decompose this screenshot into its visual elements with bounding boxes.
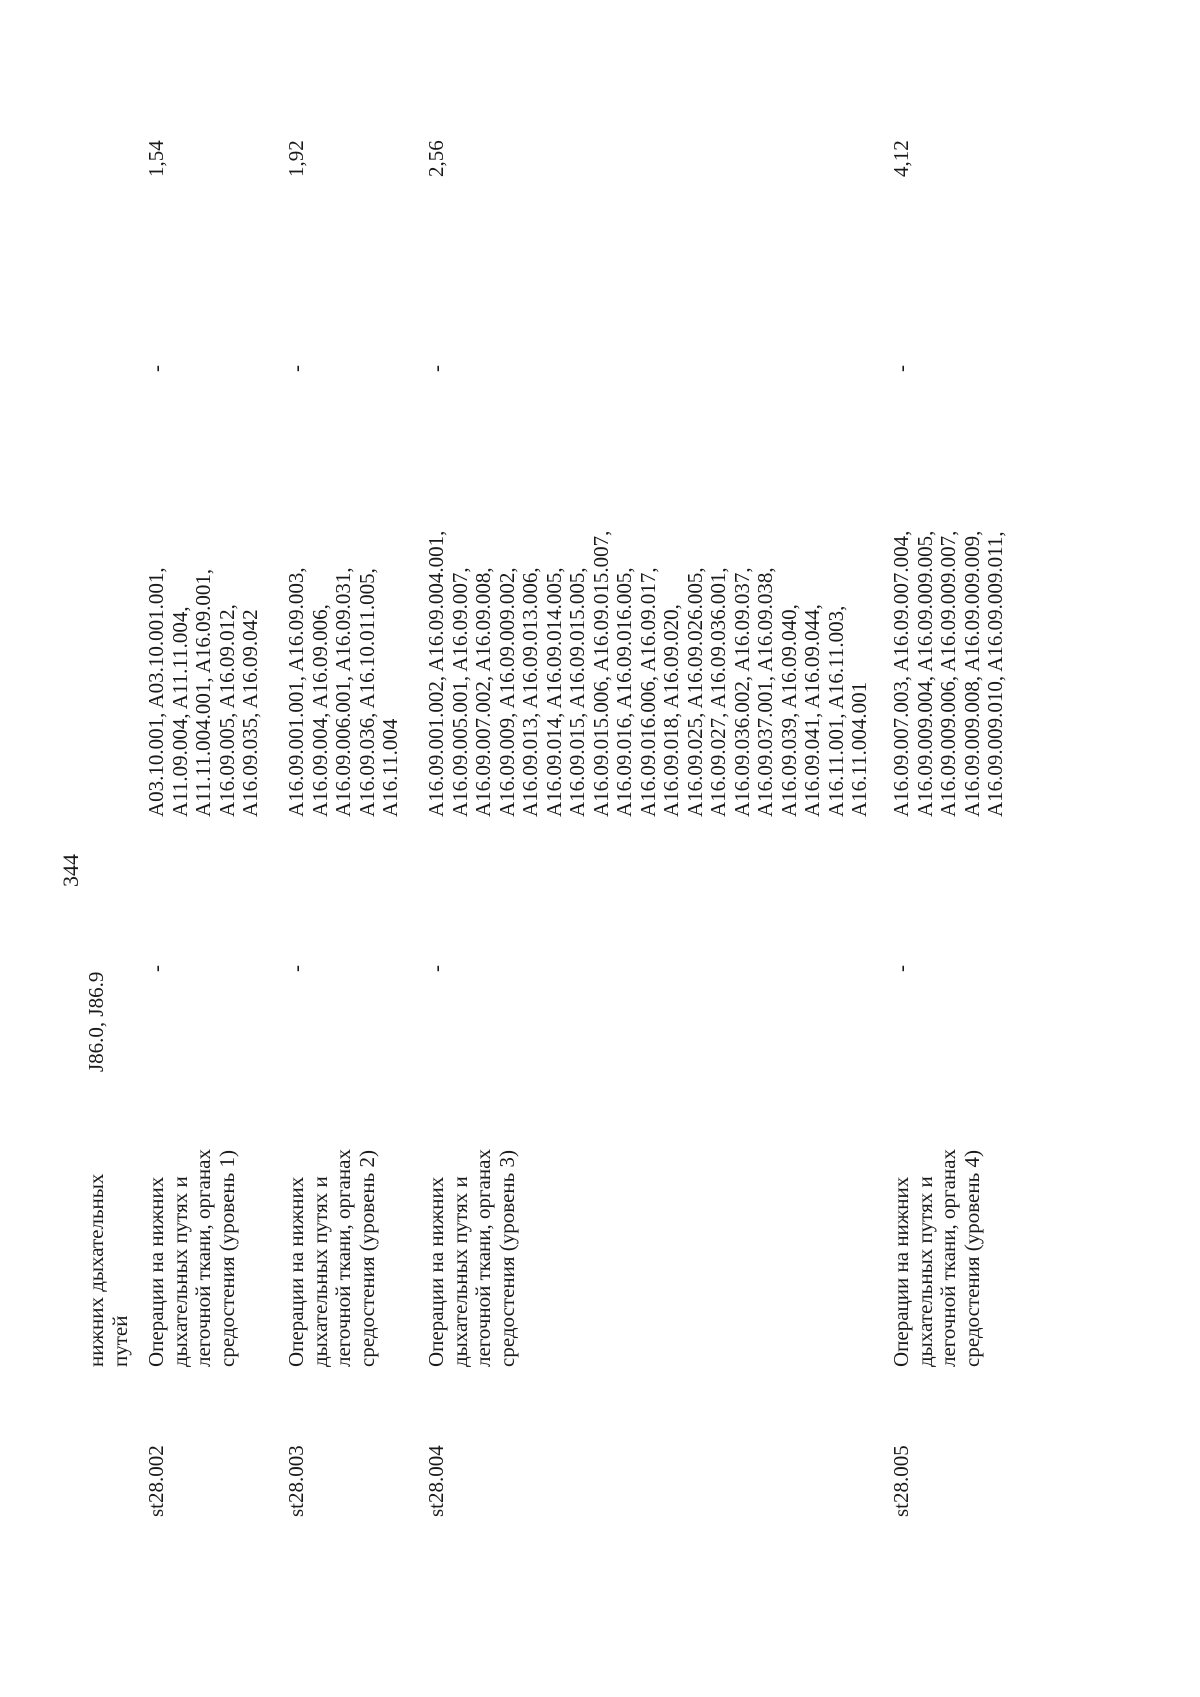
row-operations [145, 177, 263, 817]
operations-line: A16.09.009.010, A16.09.009.011, [983, 531, 1007, 817]
operations-line: A16.09.035, A16.09.042 [238, 609, 262, 817]
operations-line: A16.09.014, A16.09.014.005, [541, 567, 566, 817]
row-diagnoses: - [889, 965, 913, 972]
operations-line: A16.09.041, A16.09.044, [800, 604, 824, 817]
operations-line: A16.09.039, A16.09.040, [776, 604, 801, 817]
row-diagnoses: - [284, 965, 308, 972]
operations-line: A16.11.004 [378, 718, 402, 817]
name-line: средостения (уровень 2) [354, 1150, 379, 1367]
operations-line: A16.09.001.001, A16.09.003, [284, 567, 308, 817]
operations-line: A16.09.015, A16.09.015.005, [565, 567, 589, 817]
row-diagnoses: - [424, 965, 448, 972]
row-other-criteria: - [889, 365, 913, 372]
row-coefficient: 1,54 [144, 140, 168, 177]
row-coefficient: 4,12 [889, 140, 913, 177]
page-number: 344 [58, 854, 83, 887]
operations-line: A16.09.015.006, A16.09.015.007, [588, 530, 613, 817]
operations-line: A16.09.016, A16.09.016.005, [612, 567, 636, 817]
operations-line: A16.09.005, A16.09.012, [214, 604, 239, 817]
row-other-criteria: - [144, 365, 168, 372]
row-code: st28.002 [144, 1445, 168, 1517]
operations-line: A16.09.013, A16.09.013.006, [518, 567, 542, 817]
row-code: st28.003 [284, 1445, 308, 1517]
operations-line: A16.09.037.001, A16.09.038, [753, 567, 777, 817]
operations-line: A16.09.009, A16.09.009.002, [494, 567, 519, 817]
row-operations [890, 177, 1008, 817]
row-code: st28.004 [424, 1445, 448, 1517]
name-line: Операции на нижних [424, 1176, 448, 1367]
continuation-row [85, 0, 145, 1697]
name-line: средостения (уровень 1) [214, 1150, 239, 1367]
operations-line: A16.09.009.008, A16.09.009.009, [959, 530, 984, 817]
row-name [285, 1027, 379, 1367]
name-line: нижних дыхательных [84, 1173, 108, 1367]
operations-line: A16.09.025, A16.09.026.005, [682, 567, 707, 817]
operations-line: A16.09.016.006, A16.09.017, [635, 567, 660, 817]
row-name [145, 1027, 239, 1367]
name-line: дыхательных путях и [447, 1176, 472, 1367]
operations-line: A16.09.005.001, A16.09.007, [447, 567, 472, 817]
operations-line: A16.09.006.001, A16.09.031, [331, 567, 355, 817]
operations-line: A16.09.009.004, A16.09.009.005, [912, 530, 937, 817]
row-name [425, 1027, 519, 1367]
name-line: легочной ткани, органах [331, 1149, 355, 1367]
operations-line: A16.09.007.003, A16.09.007.004, [889, 530, 913, 817]
row-operations [285, 177, 403, 817]
name-line: дыхательных путях и [307, 1176, 332, 1367]
operations-line: A11.09.004, A11.11.004, [167, 606, 192, 817]
name-line: Операции на нижних [889, 1176, 913, 1367]
operations-line: A16.09.007.002, A16.09.008, [471, 567, 495, 817]
name-line: легочной ткани, органах [191, 1149, 215, 1367]
name-line: путей [107, 1315, 132, 1367]
operations-line: A16.09.036, A16.10.011.005, [354, 568, 379, 817]
continuation-diagnoses: J86.0, J86.9 [84, 971, 108, 1072]
operations-line: A16.09.036.002, A16.09.037, [729, 567, 754, 817]
row-other-criteria: - [424, 365, 448, 372]
row-operations [425, 177, 872, 817]
operations-line: A16.11.004.001 [847, 681, 871, 817]
name-line: Операции на нижних [144, 1176, 168, 1367]
name-line: средостения (уровень 4) [959, 1150, 984, 1367]
operations-line: A03.10.001, A03.10.001.001, [144, 567, 168, 817]
row-coefficient: 2,56 [424, 140, 448, 177]
row-code: st28.005 [889, 1445, 913, 1517]
operations-line: A11.11.004.001, A16.09.001, [191, 568, 215, 817]
operations-line: A16.09.027, A16.09.036.001, [706, 567, 730, 817]
row-name [890, 1027, 984, 1367]
operations-line: A16.09.001.002, A16.09.004.001, [424, 530, 448, 817]
name-line: легочной ткани, органах [936, 1149, 960, 1367]
row-other-criteria: - [284, 365, 308, 372]
name-line: дыхательных путях и [167, 1176, 192, 1367]
continuation-name [85, 1027, 132, 1367]
row-coefficient: 1,92 [284, 140, 308, 177]
name-line: легочной ткани, органах [471, 1149, 495, 1367]
name-line: дыхательных путях и [912, 1176, 937, 1367]
operations-line: A16.09.018, A16.09.020, [659, 604, 683, 817]
operations-line: A16.11.001, A16.11.003, [823, 605, 848, 817]
name-line: средостения (уровень 3) [494, 1150, 519, 1367]
operations-line: A16.09.009.006, A16.09.009.007, [936, 530, 960, 817]
operations-line: A16.09.004, A16.09.006, [307, 604, 332, 817]
row-diagnoses: - [144, 965, 168, 972]
name-line: Операции на нижних [284, 1176, 308, 1367]
